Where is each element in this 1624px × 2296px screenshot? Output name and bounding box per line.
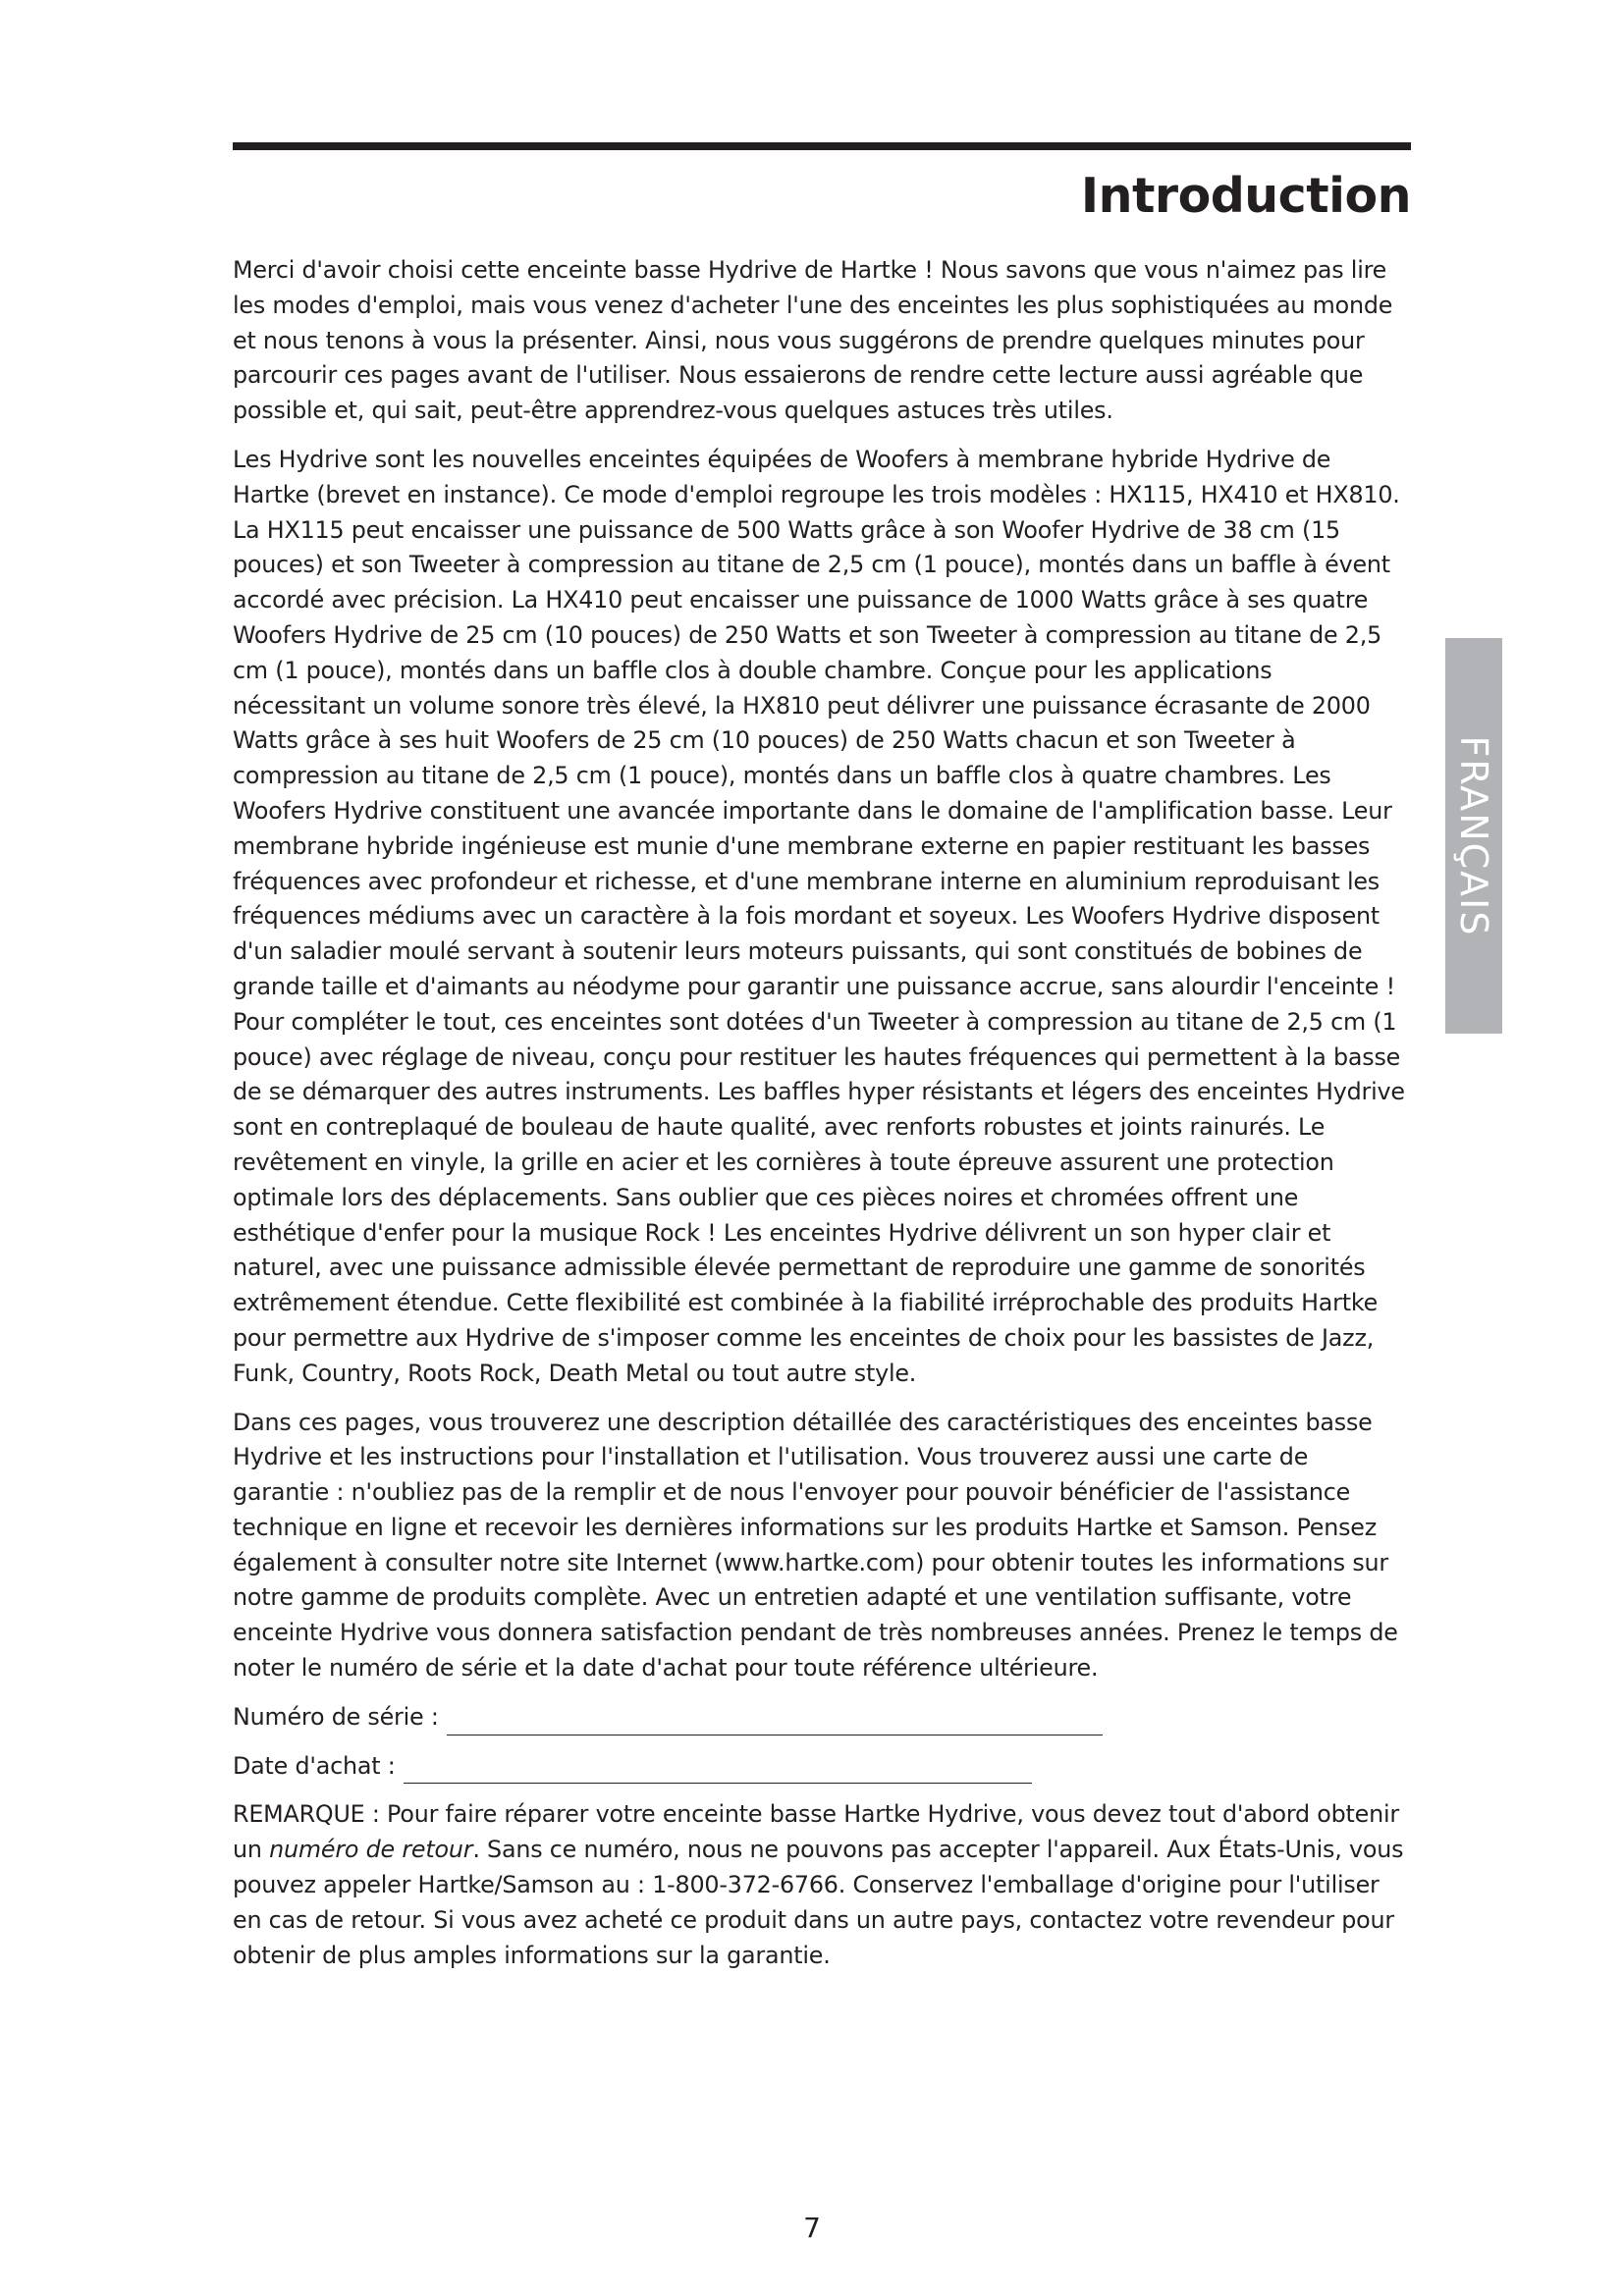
serial-number-label: Numéro de série : <box>233 1702 439 1731</box>
note-text-start: REMARQUE : Pour faire réparer votre enceinte basse Hartke Hydrive, vous devez tout d'abord obtenir un <box>233 1800 1399 1864</box>
note-text-end: . Sans ce numéro, nous ne pouvons pas accepter l'appareil. Aux États-Unis, vous pouvez appeler Hartke/Samson au : 1-800-372-6766. Conservez l'emballage d'origine pour l'utiliser en cas de retour. Si vous avez acheté ce produit dans un autre pays, contactez votre revendeur pour obtenir de plus amples informations sur la garantie. <box>233 1836 1404 1969</box>
manual-overview-paragraph: Dans ces pages, vous trouverez une description détaillée des caractéristiques des enceintes basse Hydrive et les instructions pour l'installation et l'utilisation. Vous trouverez aussi une carte de garantie : n'oubliez pas de la remplir et de nous l'envoyer pour pouvoir bénéficier de l'assistance technique en ligne et recevoir les dernières informations sur les produits Hartke et Samson. Pensez également à consulter notre site Internet (www.hartke.com) pour obtenir toutes les informations sur notre gamme de produits complète. Avec un entretien adapté et une ventilation suffisante, votre enceinte Hydrive vous donnera satisfaction pendant de très nombreuses années. Prenez le temps de noter le numéro de série et la date d'achat pour toute référence ultérieure. <box>233 1408 1398 1682</box>
language-tab <box>1445 638 1502 1034</box>
note-emphasis: numéro de retour <box>269 1836 473 1864</box>
purchase-date-blank-line <box>404 1757 1032 1784</box>
purchase-date-field <box>233 1749 1411 1785</box>
page-title: Introduction <box>1080 168 1411 224</box>
serial-number-field <box>233 1700 1411 1735</box>
header-rule <box>233 142 1411 150</box>
warranty-note <box>233 1797 1411 1973</box>
page-number: 7 <box>803 2212 821 2244</box>
serial-number-blank-line <box>447 1709 1103 1735</box>
product-description-paragraph: Les Hydrive sont les nouvelles enceintes équipées de Woofers à membrane hybride Hydrive de Hartke (brevet en instance). Ce mode d'emploi regroupe les trois modèles : HX115, HX410 et HX810. La HX115 peut encaisser une puissance de 500 Watts grâce à son Woofer Hydrive de 38 cm (15 pouces) et son Tweeter à compression au titane de 2,5 cm (1 pouce), montés dans un baffle à évent accordé avec précision. La HX410 peut encaisser une puissance de 1000 Watts grâce à ses quatre Woofers Hydrive de 25 cm (10 pouces) de 250 Watts et son Tweeter à compression au titane de 2,5 cm (1 pouce), montés dans un baffle clos à double chambre. Conçue pour les applications nécessitant un volume sonore très élevé, la HX810 peut délivrer une puissance écrasante de 2000 Watts grâce à ses huit Woofers de 25 cm (10 pouces) de 250 Watts chacun et son Tweeter à compression au titane de 2,5 cm (1 pouce), montés dans un baffle clos à quatre chambres. Les Woofers Hydrive constituent une avancée importante dans le domaine de l'amplification basse. Leur membrane hybride ingénieuse est munie d'une membrane externe en papier restituant les basses fréquences avec profondeur et richesse, et d'une membrane interne en aluminium reproduisant les fréquences médiums avec un caractère à la fois mordant et soyeux. Les Woofers Hydrive disposent d'un saladier moulé servant à soutenir leurs moteurs puissants, qui sont constitués de bobines de grande taille et d'aimants au néodyme pour garantir une puissance accrue, sans alourdir l'enceinte ! Pour compléter le tout, ces enceintes sont dotées d'un Tweeter à compression au titane de 2,5 cm (1 pouce) avec réglage de niveau, conçu pour restituer les hautes fréquences qui permettent à la basse de se démarquer des autres instruments. Les baffles hyper résistants et légers des enceintes Hydrive sont en contreplaqué de bouleau de haute qualité, avec renforts robustes et joints rainurés. Le revêtement en vinyle, la grille en acier et les cornières à toute épreuve assurent une protection optimale lors des déplacements. Sans oublier que ces pièces noires et chromées offrent une esthétique d'enfer pour la musique Rock ! Les enceintes Hydrive délivrent un son hyper clair et naturel, avec une puissance admissible élevée permettant de reproduire une gamme de sonorités extrêmement étendue. Cette flexibilité est combinée à la fiabilité irréprochable des produits Hartke pour permettre aux Hydrive de s'imposer comme les enceintes de choix pour les bassistes de Jazz, Funk, Country, Roots Rock, Death Metal ou tout autre style. <box>233 445 1405 1387</box>
language-tab-label: FRANÇAIS <box>1452 735 1495 936</box>
intro-paragraph: Merci d'avoir choisi cette enceinte basse Hydrive de Hartke ! Nous savons que vous n'aimez pas lire les modes d'emploi, mais vous venez d'acheter l'une des enceintes les plus sophistiquées au monde et nous tenons à vous la présenter. Ainsi, nous vous suggérons de prendre quelques minutes pour parcourir ces pages avant de l'utiliser. Nous essaierons de rendre cette lecture aussi agréable que possible et, qui sait, peut-être apprendrez-vous quelques astuces très utiles. <box>233 256 1393 425</box>
purchase-date-label: Date d'achat : <box>233 1751 396 1780</box>
body-text <box>233 253 1411 1987</box>
